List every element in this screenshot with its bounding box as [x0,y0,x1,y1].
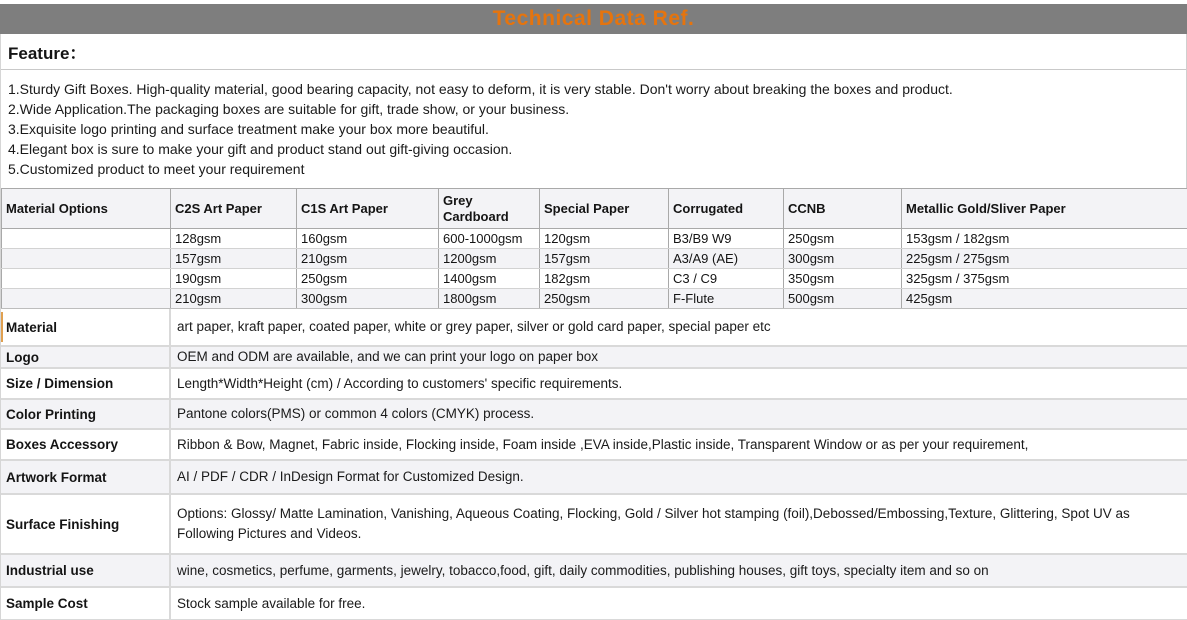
materials-cell: 350gsm [784,269,902,289]
spec-row-label: Surface Finishing [1,495,171,553]
materials-cell: 600-1000gsm [439,229,540,249]
spec-row [1,369,1187,400]
spec-row-value: OEM and ODM are available, and we can print your logo on paper box [177,349,598,364]
title-bar [0,4,1187,34]
materials-cell: 210gsm [297,249,439,269]
spec-row-label: Material [1,309,171,345]
materials-column-header: C1S Art Paper [297,189,439,229]
spec-row [1,400,1187,430]
feature-item: 5.Customized product to meet your requirement [8,161,305,177]
materials-cell: 160gsm [297,229,439,249]
spec-row-value: Options: Glossy/ Matte Lamination, Vanishing, Aqueous Coating, Flocking, Gold / Silver hot stamping (foil),Debossed/Embossing,Texture, Glittering, Spot UV as Following Pictures and Videos. [177,506,1130,541]
materials-column-header: Corrugated [669,189,784,229]
spec-section [1,309,1187,620]
spec-row-label: Industrial use [1,555,171,586]
spec-row [1,430,1187,461]
materials-cell: 157gsm [540,249,669,269]
feature-item: 1.Sturdy Gift Boxes. High-quality material, good bearing capacity, not easy to deform, it is very stable. Don't worry about breaking the boxes and product. [8,81,953,97]
materials-cell: 250gsm [297,269,439,289]
materials-cell: 500gsm [784,289,902,309]
materials-column-header: Metallic Gold/Sliver Paper [902,189,1187,229]
materials-header-row [2,189,1187,229]
spec-row-label: Artwork Format [1,461,171,493]
feature-heading: Feature： [1,34,1186,70]
materials-cell: 182gsm [540,269,669,289]
materials-body [2,229,1187,309]
materials-cell: 325gsm / 375gsm [902,269,1187,289]
materials-column-header: Special Paper [540,189,669,229]
materials-cell: 157gsm [171,249,297,269]
materials-cell [2,269,171,289]
content-frame [0,34,1187,620]
spec-row [1,309,1187,347]
spec-row-value: AI / PDF / CDR / InDesign Format for Customized Design. [177,469,524,484]
page-title: Technical Data Ref. [492,7,695,30]
materials-row [2,289,1187,309]
materials-cell: 210gsm [171,289,297,309]
materials-cell: 1200gsm [439,249,540,269]
materials-cell: 425gsm [902,289,1187,309]
feature-item: 2.Wide Application.The packaging boxes are suitable for gift, trade show, or your business. [8,101,570,117]
feature-item: 4.Elegant box is sure to make your gift and product stand out gift-giving occasion. [8,141,513,157]
materials-row [2,269,1187,289]
materials-row [2,229,1187,249]
materials-cell: 300gsm [784,249,902,269]
materials-cell: 128gsm [171,229,297,249]
materials-cell: 1400gsm [439,269,540,289]
materials-column-header: Material Options [2,189,171,229]
materials-cell: 300gsm [297,289,439,309]
materials-cell: 120gsm [540,229,669,249]
spec-row-label: Size / Dimension [1,369,171,398]
spec-row [1,461,1187,495]
materials-row [2,249,1187,269]
materials-cell [2,249,171,269]
materials-column-header: Grey Cardboard [439,189,540,229]
materials-cell: 190gsm [171,269,297,289]
spec-row-label: Sample Cost [1,588,171,619]
materials-cell: 250gsm [784,229,902,249]
spec-row [1,495,1187,555]
spec-row-value: Pantone colors(PMS) or common 4 colors (CMYK) process. [177,406,535,421]
materials-cell: A3/A9 (AE) [669,249,784,269]
spec-row-value: Length*Width*Height (cm) / According to customers' specific requirements. [177,375,623,391]
materials-column-header: CCNB [784,189,902,229]
spec-row [1,347,1187,369]
materials-cell: 225gsm / 275gsm [902,249,1187,269]
materials-cell [2,229,171,249]
spec-row-value: wine, cosmetics, perfume, garments, jewelry, tobacco,food, gift, daily commodities, publishing houses, gift toys, specialty item and so on [177,562,989,578]
spec-row-label: Boxes Accessory [1,430,171,459]
feature-list [1,70,1186,188]
feature-item: 3.Exquisite logo printing and surface treatment make your box more beautiful. [8,121,489,137]
spec-row-value: art paper, kraft paper, coated paper, white or grey paper, silver or gold card paper, special paper etc [177,319,771,334]
materials-column-header: C2S Art Paper [171,189,297,229]
materials-cell: 1800gsm [439,289,540,309]
spec-row [1,555,1187,588]
spec-row [1,588,1187,620]
materials-cell: 250gsm [540,289,669,309]
spec-row-value: Stock sample available for free. [177,595,366,611]
materials-cell [2,289,171,309]
spec-row-label: Logo [1,347,171,367]
materials-cell: F-Flute [669,289,784,309]
material-options-table [1,188,1187,309]
spec-row-label: Color Printing [1,400,171,428]
materials-cell: C3 / C9 [669,269,784,289]
materials-cell: 153gsm / 182gsm [902,229,1187,249]
materials-cell: B3/B9 W9 [669,229,784,249]
spec-row-value: Ribbon & Bow, Magnet, Fabric inside, Flocking inside, Foam inside ,EVA inside,Plastic inside, Transparent Window or as per your requirement, [177,436,1029,452]
